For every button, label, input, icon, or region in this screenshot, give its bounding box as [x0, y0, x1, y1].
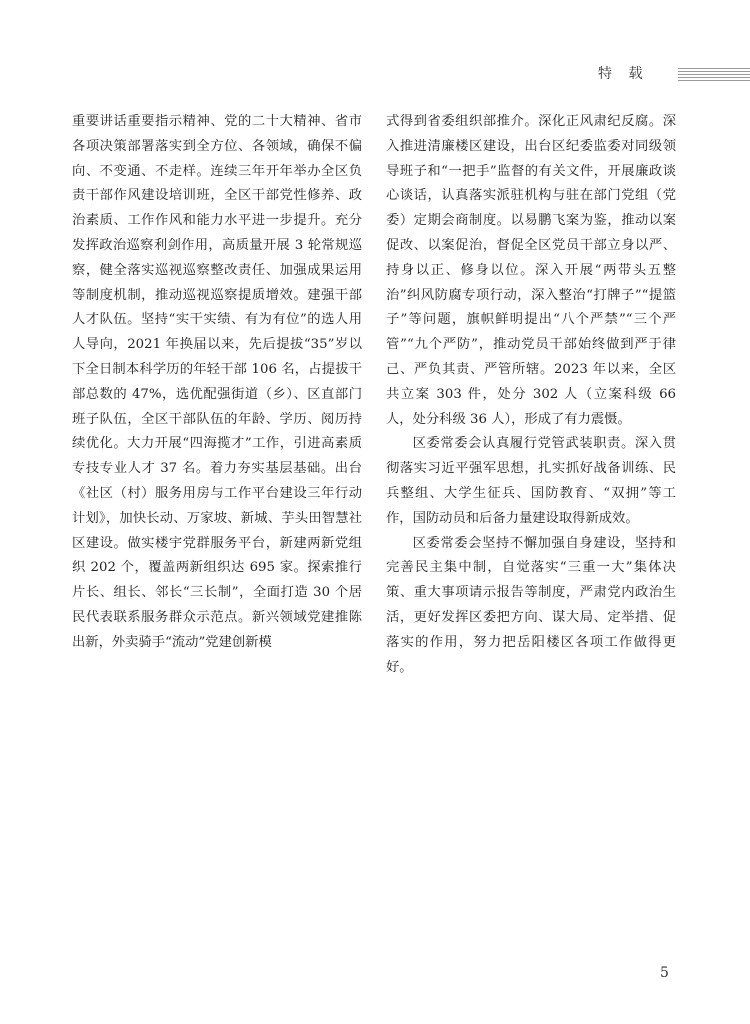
header-decoration-lines: [678, 68, 750, 81]
left-paragraph: 重要讲话重要指示精神、党的二十大精神、省市各项决策部署落实到全方位、各领域，确保不偏向、不变通、不走样。连续三年开年举办全区负责干部作风建设培训班，全区干部党性修养、政治素质、工作作风和能力水平进一步提升。充分发挥政治巡察利剑作用，高质量开展 3 轮常规巡察，健全落实巡视巡察整改责任、加强成果运用等制度机制，推动巡视巡察提质增效。建强干部人才队伍。坚持“实干实绩、有为有位”的选人用人导向，2021 年换届以来，先后提拔“35”岁以下全日制本科学历的年轻干部 106 名，占提拔干部总数的 47%，选优配强街道（乡）、区直部门班子队伍，全区干部队伍的年龄、学历、阅历持续优化。大力开展“四海揽才”工作，引进高素质专技专业人才 37 名。着力夯实基层基础。出台《社区（村）服务用房与工作平台建设三年行动计划》，加快长动、万家坡、新城、芋头田智慧社区建设。做实楼宇党群服务平台，新建两新党组织 202 个，覆盖两新组织达 695 家。探索推行片长、组长、邻长“三长制”，全面打造 30 个居民代表联系服务群众示范点。新兴领域党建推陈出新，外卖骑手“流动”党建创新模: [72, 114, 362, 650]
right-paragraph-3: 区委常委会坚持不懈加强自身建设，坚持和完善民主集中制，自觉落实“三重一大”集体决策、重大事项请示报告等制度，严肃党内政治生活，更好发挥区委把方向、谋大局、定举措、促落实的作用，努力把岳阳楼区各项工作做得更好。: [386, 535, 676, 675]
right-paragraph-2: 区委常委会认真履行党管武装职责。深入贯彻落实习近平强军思想，扎实抓好战备训练、民兵整组、大学生征兵、国防教育、“双拥”等工作，国防动员和后备力量建设取得新成效。: [386, 436, 676, 526]
page-number: 5: [660, 965, 669, 981]
running-header: [590, 64, 750, 84]
right-column: [386, 110, 676, 680]
left-column: [72, 110, 362, 656]
right-paragraph-1: 式得到省委组织部推介。深化正风肃纪反腐。深入推进清廉楼区建设，出台区纪委监委对同级领导班子和“一把手”监督的有关文件，开展廉政谈心谈话，认真落实派驻机构与驻在部门党组（党委）定期会商制度。以易鹏飞案为鉴，推动以案促改、以案促治，督促全区党员干部立身以严、持身以正、修身以位。深入开展“两带头五整治”纠风防腐专项行动，深入整治“打牌子”“提篮子”等问题，旗帜鲜明提出“八个严禁”“三个严管”“九个严防”，推动党员干部始终做到严于律己、严负其责、严管所辖。2023 年以来，全区共立案 303 件，处分 302 人（立案科级 66 人，处分科级 36 人），形成了有力震慑。: [386, 114, 676, 427]
section-title: 特 载: [598, 66, 649, 82]
